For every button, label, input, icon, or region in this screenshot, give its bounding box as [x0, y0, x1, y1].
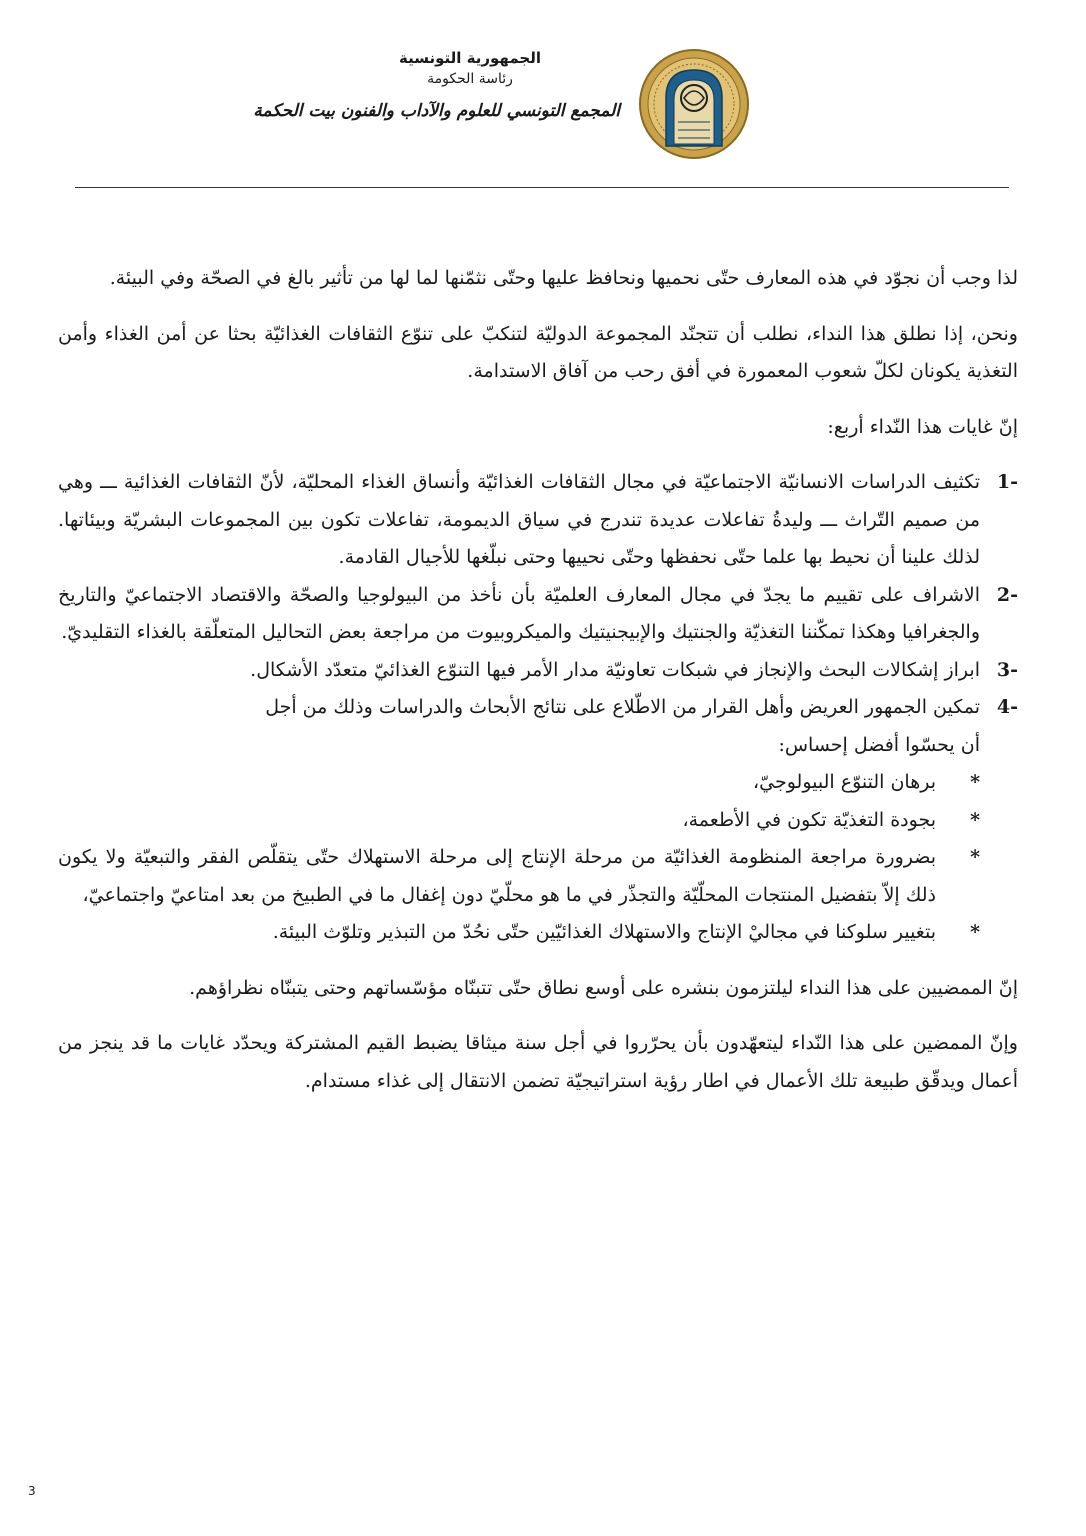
bullet-text: بتغيير سلوكنا في مجاليْ الإنتاج والاستهلاك الغذائيّين حتّى نحُدّ من التبذير وتلوّث البيئة.: [272, 921, 936, 943]
bullet-star-icon: *: [970, 846, 980, 868]
letterhead-text: [253, 48, 620, 125]
paragraph-1: لذا وجب أن نجوّد في هذه المعارف حتّى نحميها ونحافظ عليها وحتّى نثمّنها لما لها من تأثير بالغ في الصحّة وفي البيئة.: [109, 267, 1018, 289]
bullet-text: بجودة التغذيّة تكون في الأطعمة،: [682, 808, 936, 831]
academy-seal-icon: [638, 48, 750, 160]
list-item-text: الاشراف على تقييم ما يجدّ في مجال المعارف العلميّة بأن نأخذ من البيولوجيا والصحّة والاقتصاد الاجتماعيّ والتاريخ والجغرافيا وهكذا تمكّننا التغذيّة والجنتيك والإبيجنيتيك والميكروبيوت من مراجعة بعض التحاليل المتعلّقة بالغذاء التقليديّ.: [58, 583, 980, 643]
list-item-number: -1: [996, 471, 1018, 493]
government-presidency: رئاسة الحكومة: [427, 71, 513, 87]
bullet-star-icon: *: [970, 771, 980, 793]
list-item: [58, 577, 1018, 652]
academy-name: المجمع التونسي للعلوم والآداب والفنون بيت الحكمة: [253, 101, 620, 121]
bullet-item: [58, 839, 1018, 914]
list-item: [58, 464, 1018, 577]
list-item-number: -2: [996, 583, 1018, 606]
letterhead: [253, 38, 760, 158]
list-item-number: -3: [996, 658, 1018, 681]
list-item: [58, 689, 1018, 727]
list-item-text: ابراز إشكالات البحث والإنجاز في شبكات تعاونيّة مدار الأمر فيها التنوّع الغذائيّ متعدّد الأشكال.: [250, 658, 980, 681]
list-item-text: تكثيف الدراسات الانسانيّة الاجتماعيّة في مجال الثقافات الغذائيّة وأنساق الغذاء المحليّة، لأنّ الثقافات الغذائية ـــ وهي من صميم التّراث ـــ وليدةُ تفاعلات عديدة تندرج في سياق الديمومة، تفاعلات تكون بين المجموعات البشريّة وبيئاتها. لذلك علينا أن نحيط بها علما حتّى نحفظها وحتّى نحييها وحتى نبلّغها للأجيال القادمة.: [58, 471, 980, 568]
document-body: [58, 260, 1018, 1100]
bullet-star-icon: *: [970, 921, 980, 943]
bullet-text: برهان التنوّع البيولوجيّ،: [753, 771, 936, 793]
header-divider: [75, 187, 1009, 188]
republic-name: الجمهورية التونسية: [399, 49, 541, 67]
list-item-continuation: أن يحسّوا أفضل إحساس:: [778, 733, 980, 756]
paragraph-5: وإنّ الممضين على هذا النّداء ليتعهّدون بأن يحرّروا في أجل سنة ميثاقا يضبط القيم المشتركة ويحدّد غايات ما قد ينجز من أعمال ويدقّق طبيعة تلك الأعمال في اطار رؤية استراتيجيّة تضمن الانتقال إلى غذاء مستدام.: [58, 1032, 1018, 1092]
bullet-item: [58, 764, 1018, 802]
bullet-star-icon: *: [970, 808, 980, 831]
paragraph-2: ونحن، إذا نطلق هذا النداء، نطلب أن تتجنّد المجموعة الدوليّة لتنكبّ على تنوّع الثقافات الغذائيّة بحثا عن أمن الغذاء وأمن التغذية يكونان لكلّ شعوب المعمورة في أفق رحب من آفاق الاستدامة.: [58, 322, 1018, 382]
list-item: [58, 652, 1018, 690]
bullet-text: بضرورة مراجعة المنظومة الغذائيّة من مرحلة الإنتاج إلى مرحلة الاستهلاك حتّى يتقلّص الفقر والتبعيّة ولا يكون ذلك إلاّ بتفضيل المنتجات المحلّيّة والتجذّر في ما هو محلّيّ دون إغفال ما في الطبيخ من بعد امتاعيّ واجتماعيّ،: [58, 846, 936, 906]
list-item-text: تمكين الجمهور العريض وأهل القرار من الاطّلاع على نتائج الأبحاث والدراسات وذلك من أجل: [265, 696, 980, 718]
paragraph-4: إنّ الممضيين على هذا النداء ليلتزمون بنشره على أوسع نطاق حتّى تتبنّاه مؤسّساتهم وحتى يتبنّاه نظراؤهم.: [189, 976, 1018, 999]
bullet-item: [58, 802, 1018, 840]
paragraph-3: إنّ غايات هذا النّداء أربع:: [827, 415, 1018, 438]
bullet-item: [58, 914, 1018, 952]
list-item-number: -4: [996, 696, 1018, 718]
page-number: 3: [28, 1484, 36, 1498]
